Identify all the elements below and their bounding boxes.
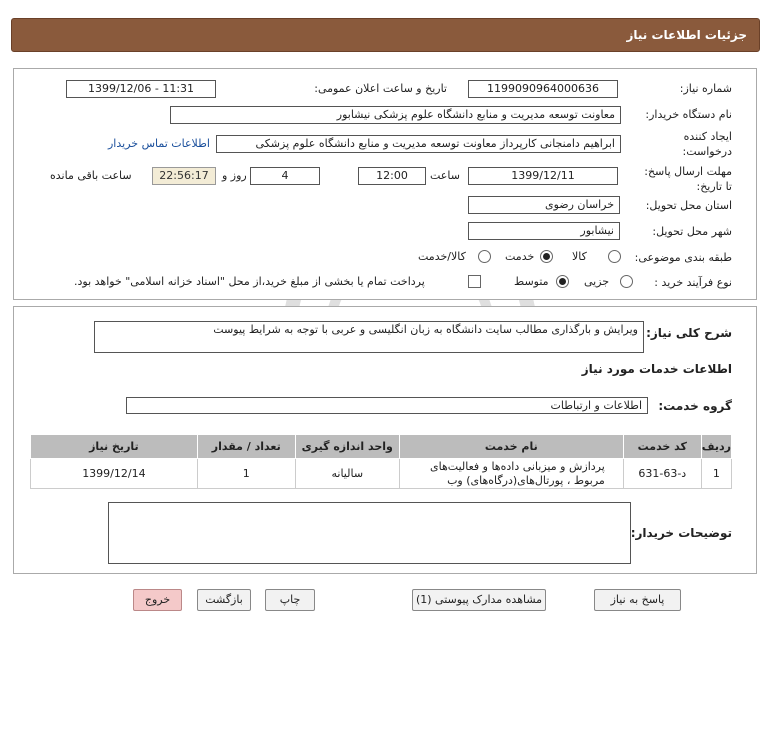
days-label: روز و — [222, 169, 247, 182]
page-title: جزئیات اطلاعات نیاز — [626, 28, 747, 42]
view-attachments-button[interactable]: مشاهده مدارک پیوستی (1) — [412, 589, 546, 611]
remaining-time-label: ساعت باقی مانده — [50, 169, 132, 182]
city-label: شهر محل تحویل: — [652, 225, 732, 238]
need-number-label: شماره نیاز: — [679, 82, 732, 95]
back-button[interactable]: بازگشت — [197, 589, 251, 611]
announce-datetime-label: تاریخ و ساعت اعلان عمومی: — [314, 82, 447, 95]
category-radio-goods[interactable] — [608, 250, 621, 263]
buyer-notes-field — [108, 502, 631, 564]
print-button[interactable]: چاپ — [265, 589, 315, 611]
buyer-notes-label: توضیحات خریدار: — [630, 526, 732, 540]
services-table — [30, 434, 732, 489]
cell-service-code: د-63-631 — [623, 459, 701, 489]
deadline-date-field: 1399/12/11 — [468, 167, 618, 185]
treasury-payment-checkbox[interactable] — [468, 275, 481, 288]
table-header-row — [31, 435, 732, 459]
process-option-medium: متوسط — [514, 275, 549, 288]
remaining-days-field: 4 — [250, 167, 320, 185]
deadline-time-field: 12:00 — [358, 167, 426, 185]
process-option-minor: جزیی — [584, 275, 610, 288]
announce-datetime-field: 1399/12/06 - 11:31 — [66, 80, 216, 98]
exit-button[interactable]: خروج — [133, 589, 182, 611]
col-header-need-date: تاریخ نیاز — [31, 435, 198, 459]
cell-need-date: 1399/12/14 — [31, 459, 198, 489]
remaining-time-field: 22:56:17 — [152, 167, 216, 185]
category-radio-goods-service[interactable] — [478, 250, 491, 263]
deadline-time-label: ساعت — [430, 169, 460, 182]
city-field: نیشابور — [468, 222, 620, 240]
buyer-org-label: نام دستگاه خریدار: — [645, 108, 732, 121]
category-option-goods: کالا — [572, 250, 587, 263]
summary-field: ویرایش و بارگذاری مطالب سایت دانشگاه به زبان انگلیسی و عربی با توجه به شرایط پیوست — [94, 321, 644, 353]
col-header-service-name: نام خدمت — [399, 435, 623, 459]
table-row — [31, 459, 732, 489]
process-type-label: نوع فرآیند خرید : — [654, 276, 732, 289]
service-group-field: اطلاعات و ارتباطات — [126, 397, 648, 414]
deadline-label-line2: تا تاریخ: — [696, 180, 732, 193]
cell-service-name: پردازش و میزبانی داده‌ها و فعالیت‌های مربوط ، پورتال‌های(درگاه‌های) وب — [399, 459, 623, 489]
service-group-label: گروه خدمت: — [658, 399, 732, 413]
page-header — [11, 18, 760, 52]
category-label: طبقه بندی موضوعی: — [634, 251, 732, 264]
creator-label-line2: درخواست: — [682, 145, 732, 158]
col-header-row-number: ردیف — [701, 435, 731, 459]
col-header-service-code: کد خدمت — [623, 435, 701, 459]
reply-to-need-button[interactable]: پاسخ به نیاز — [594, 589, 681, 611]
creator-label-line1: ایجاد کننده — [683, 130, 732, 143]
province-label: استان محل تحویل: — [645, 199, 732, 212]
cell-unit: سالیانه — [295, 459, 399, 489]
process-radio-medium[interactable] — [556, 275, 569, 288]
category-radio-service[interactable] — [540, 250, 553, 263]
province-field: خراسان رضوی — [468, 196, 620, 214]
col-header-quantity: تعداد / مقدار — [197, 435, 295, 459]
category-option-goods-service: کالا/خدمت — [418, 250, 466, 263]
cell-quantity: 1 — [197, 459, 295, 489]
services-info-heading: اطلاعات خدمات مورد نیاز — [581, 362, 732, 376]
need-number-field: 1199090964000636 — [468, 80, 618, 98]
category-option-service: خدمت — [505, 250, 535, 263]
process-radio-minor[interactable] — [620, 275, 633, 288]
cell-row-number: 1 — [701, 459, 731, 489]
buyer-org-field: معاونت توسعه مدیریت و منابع دانشگاه علوم پزشکی نیشابور — [170, 106, 621, 124]
deadline-label-line1: مهلت ارسال پاسخ: — [644, 165, 732, 178]
treasury-payment-note: پرداخت تمام یا بخشی از مبلغ خرید،از محل "اسناد خزانه اسلامی" خواهد بود. — [74, 275, 425, 288]
buyer-contact-link[interactable]: اطلاعات تماس خریدار — [108, 137, 210, 150]
creator-field: ابراهیم دامنجانی کارپرداز معاونت توسعه مدیریت و منابع دانشگاه علوم پزشکی — [216, 135, 621, 153]
col-header-unit: واحد اندازه گیری — [295, 435, 399, 459]
summary-label: شرح کلی نیاز: — [646, 326, 732, 340]
